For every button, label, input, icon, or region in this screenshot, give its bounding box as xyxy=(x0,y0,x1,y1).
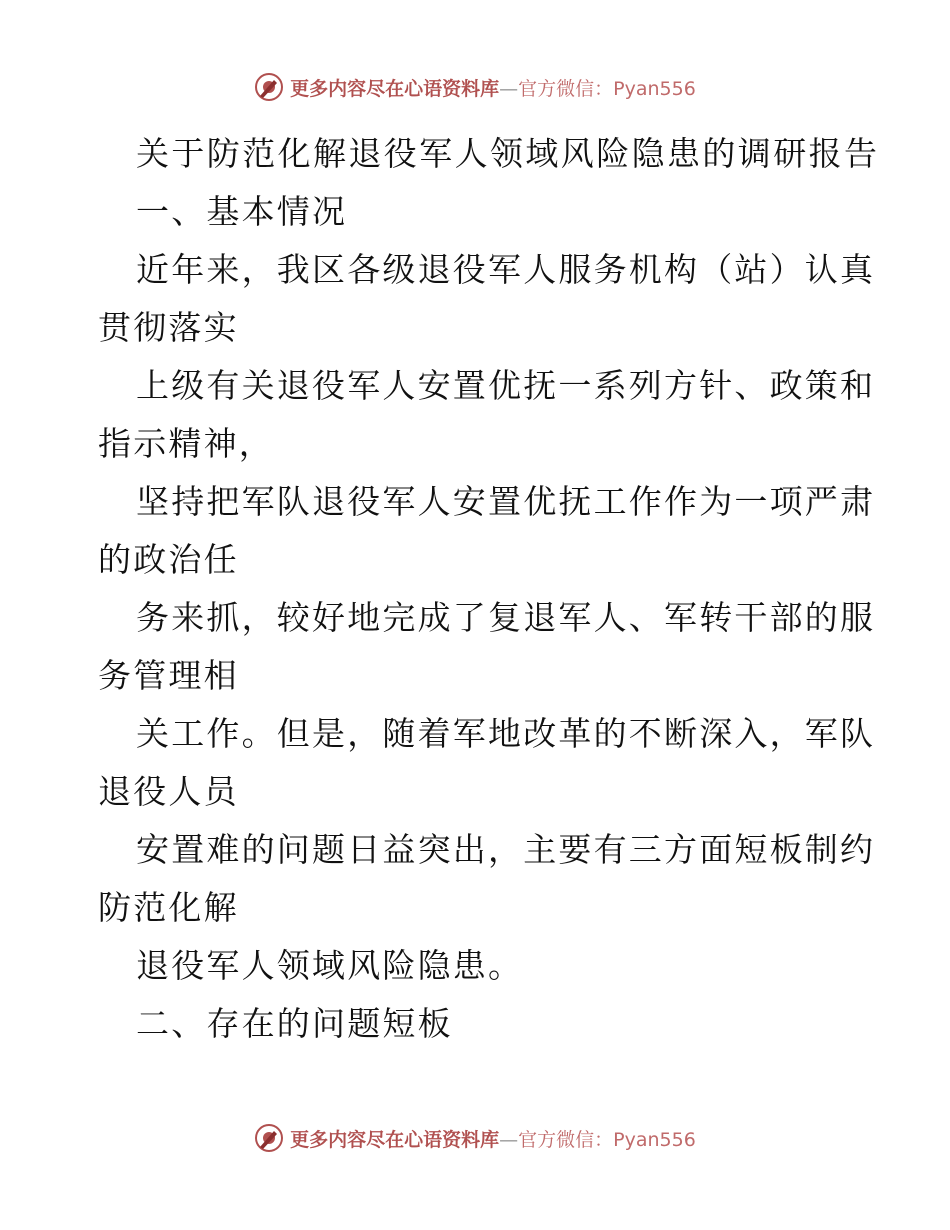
paragraph-line xyxy=(98,589,876,705)
document-title-text: 关于防范化解退役军人领域风险隐患的调研报告 xyxy=(136,134,880,173)
watermark-main: 更多内容尽在心语资料库 xyxy=(290,1128,500,1151)
document-body xyxy=(98,125,880,1053)
paragraph-continuation: 务管理相 xyxy=(98,656,239,695)
paragraph-continuation: 退役人员 xyxy=(98,772,239,811)
watermark-main: 更多内容尽在心语资料库 xyxy=(290,77,500,100)
paragraph-line xyxy=(98,357,876,473)
watermark-text xyxy=(290,74,696,101)
watermark-wechat: 官方微信：Pyan556 xyxy=(518,1128,696,1151)
pen-logo-icon xyxy=(254,72,284,102)
paragraph-line xyxy=(98,937,858,995)
watermark-text xyxy=(290,1125,696,1152)
paragraph-first-line: 关工作。但是，随着军地改革的不断深入，军队 xyxy=(136,714,876,753)
watermark-separator: — xyxy=(499,77,519,100)
paragraph-continuation: 贯彻落实 xyxy=(98,308,239,347)
section-heading-2-text: 二、存在的问题短板 xyxy=(136,1004,453,1043)
section-heading-2 xyxy=(98,995,858,1053)
paragraph-first-line: 务来抓，较好地完成了复退军人、军转干部的服 xyxy=(136,598,876,637)
paragraph-continuation: 指示精神， xyxy=(98,424,274,463)
paragraph-first-line: 近年来，我区各级退役军人服务机构（站）认真 xyxy=(136,250,876,289)
paragraph-line xyxy=(98,705,876,821)
paragraph-first-line: 坚持把军队退役军人安置优抚工作作为一项严肃 xyxy=(136,482,876,521)
document-title xyxy=(98,125,880,183)
paragraph-first-line: 安置难的问题日益突出，主要有三方面短板制约 xyxy=(136,830,876,869)
paragraph-line xyxy=(98,241,876,357)
paragraph-first-line: 上级有关退役军人安置优抚一系列方针、政策和 xyxy=(136,366,876,405)
section-heading-1-text: 一、基本情况 xyxy=(136,192,348,231)
paragraph-line xyxy=(98,473,876,589)
paragraph-continuation: 的政治任 xyxy=(98,540,239,579)
paragraph-continuation: 防范化解 xyxy=(98,888,239,927)
section-heading-1 xyxy=(98,183,858,241)
watermark-wechat: 官方微信：Pyan556 xyxy=(518,77,696,100)
pen-logo-icon xyxy=(254,1123,284,1153)
paragraph-line xyxy=(98,821,876,937)
watermark-separator: — xyxy=(499,1128,519,1151)
paragraph-first-line: 退役军人领域风险隐患。 xyxy=(136,946,524,985)
footer-watermark xyxy=(0,1123,950,1153)
header-watermark xyxy=(0,72,950,102)
